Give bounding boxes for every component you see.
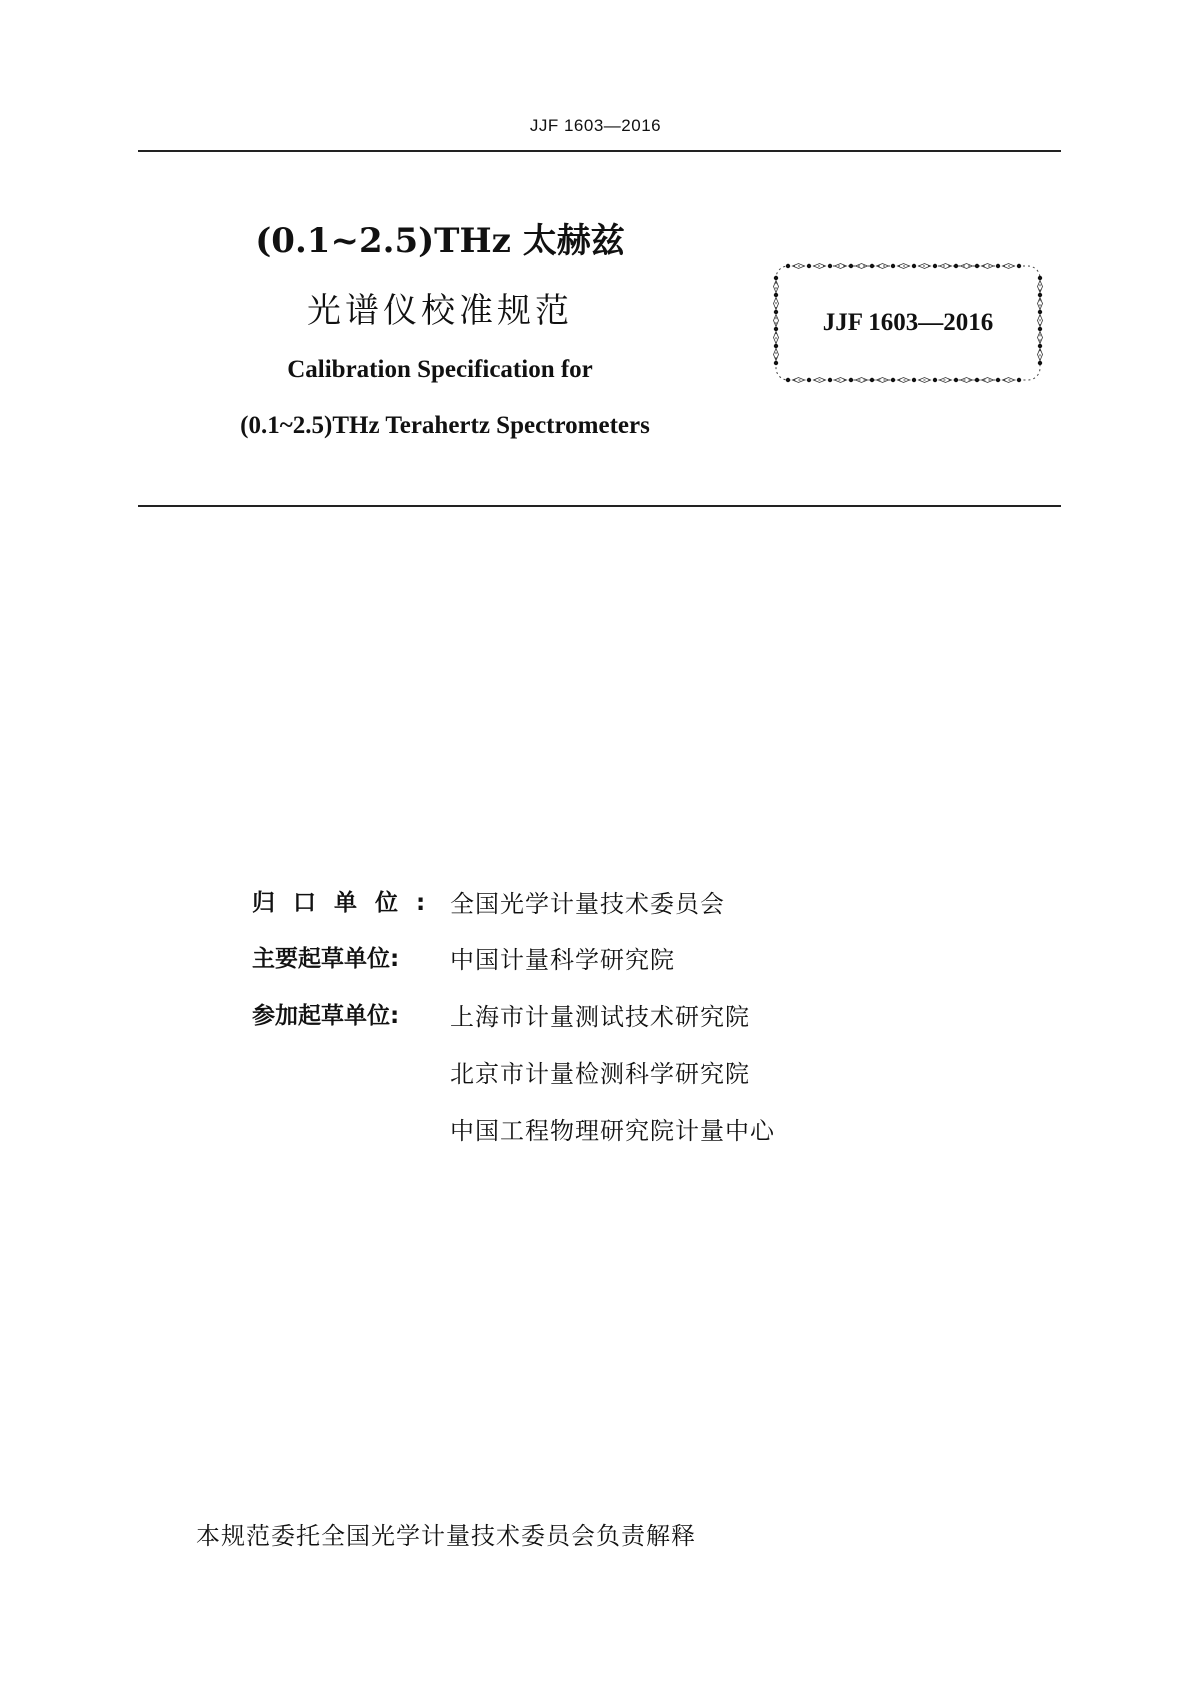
participating-unit-value-2: 北京市计量检测科学研究院 bbox=[450, 1060, 750, 1088]
title-english-line-1: Calibration Specification for bbox=[287, 356, 593, 383]
header-standard-code: JJF 1603—2016 bbox=[529, 116, 662, 135]
main-drafting-unit-label: 主要起草单位: bbox=[252, 946, 400, 972]
interpretation-note: 本规范委托全国光学计量技术委员会负责解释 bbox=[196, 1522, 696, 1550]
title-bottom-rule bbox=[138, 505, 1061, 507]
participating-unit-value-3: 中国工程物理研究院计量中心 bbox=[450, 1117, 775, 1145]
centralized-unit-label: 归口单位: bbox=[252, 890, 444, 916]
main-drafting-unit-value: 中国计量科学研究院 bbox=[450, 946, 675, 974]
standard-code-box bbox=[772, 262, 1044, 384]
top-rule bbox=[138, 150, 1061, 152]
title-english-line-2: (0.1~2.5)THz Terahertz Spectrometers bbox=[240, 412, 650, 439]
standard-code-box-text: JJF 1603—2016 bbox=[822, 309, 994, 336]
participating-unit-label: 参加起草单位: bbox=[252, 1003, 400, 1029]
participating-unit-value-1: 上海市计量测试技术研究院 bbox=[450, 1003, 750, 1031]
title-chinese-line-2: 光谱仪校准规范 bbox=[307, 291, 573, 331]
centralized-unit-value: 全国光学计量技术委员会 bbox=[450, 890, 725, 918]
title-chinese-line-1: (0.1~2.5)THz 太赫兹 bbox=[255, 221, 625, 261]
